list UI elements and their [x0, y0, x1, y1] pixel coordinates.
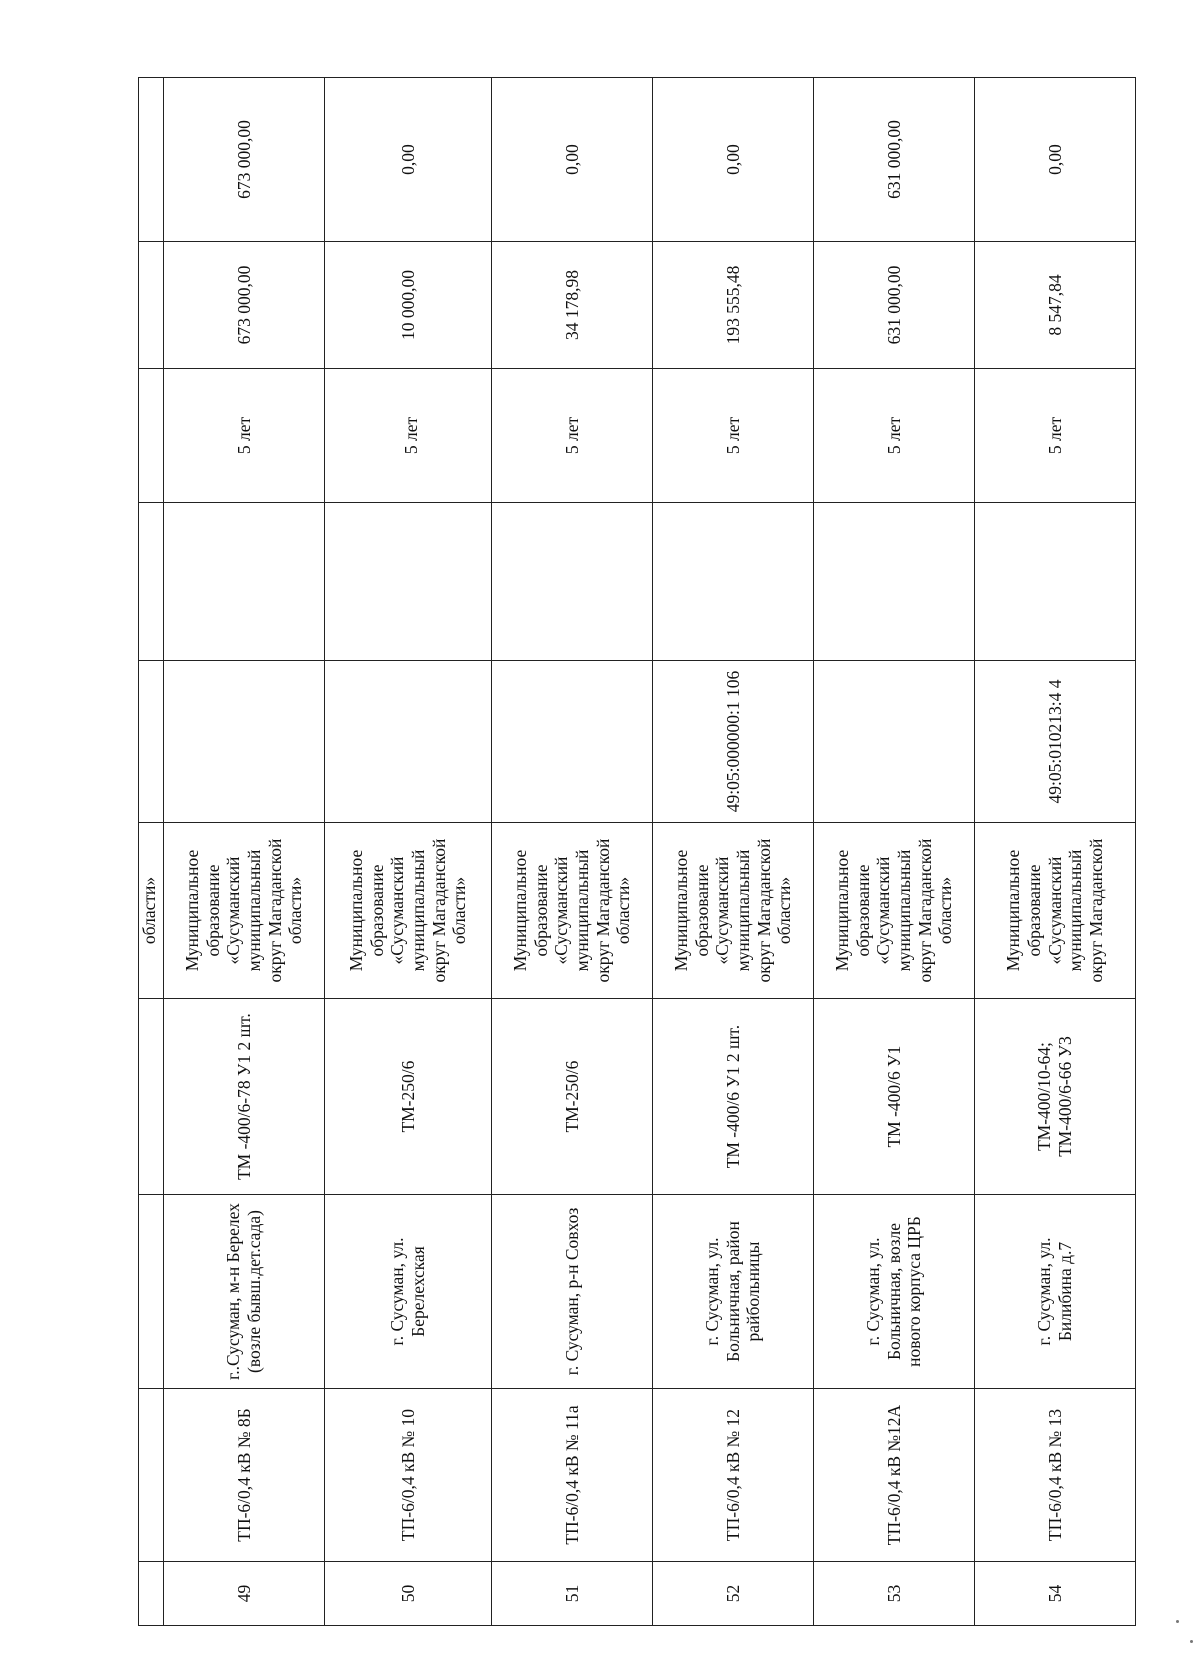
- table-row: [975, 78, 1136, 1626]
- owner-entity: Муниципальное образование «Сусуманский муниципальный округ Магаданской области»: [653, 823, 814, 999]
- object-name: ТП-6/0,4 кВ № 8Б: [164, 1389, 325, 1562]
- strip-cell-current: [139, 78, 164, 242]
- scan-speck: [1190, 1640, 1193, 1643]
- landscape-sheet: [138, 78, 1118, 1626]
- equipment-spec: ТМ-250/6: [492, 999, 653, 1195]
- object-address: г. Сусуман, ул. Больничная, район райбольницы: [653, 1195, 814, 1389]
- row-number: 51: [492, 1562, 653, 1626]
- equipment-spec: ТМ-250/6: [325, 999, 492, 1195]
- cadastral-number: [164, 661, 325, 823]
- cadastral-number: [325, 661, 492, 823]
- residual-value: 0,00: [325, 78, 492, 242]
- owner-entity: Муниципальное образование «Сусуманский муниципальный округ Магаданской области»: [325, 823, 492, 999]
- encumbrance-cell: [814, 503, 975, 661]
- term: 5 лет: [814, 369, 975, 503]
- object-name: ТП-6/0,4 кВ № 11а: [492, 1389, 653, 1562]
- term: 5 лет: [325, 369, 492, 503]
- equipment-spec: ТМ-400/10-64; ТМ-400/6-66 У3: [975, 999, 1136, 1195]
- object-name: ТП-6/0,4 кВ № 13: [975, 1389, 1136, 1562]
- strip-cell-term: [139, 369, 164, 503]
- encumbrance-cell: [325, 503, 492, 661]
- encumbrance-cell: [492, 503, 653, 661]
- balance-value: 10 000,00: [325, 242, 492, 369]
- owner-entity: Муниципальное образование «Сусуманский муниципальный округ Магаданской: [975, 823, 1136, 999]
- strip-cell-total: [139, 242, 164, 369]
- object-name: ТП-6/0,4 кВ № 10: [325, 1389, 492, 1562]
- residual-value: 0,00: [492, 78, 653, 242]
- header-strip-row: [139, 78, 164, 1626]
- equipment-spec: ТМ -400/6 У1: [814, 999, 975, 1195]
- strip-cell-owner: области»: [139, 823, 164, 999]
- property-registry-table: [138, 77, 1136, 1626]
- balance-value: 193 555,48: [653, 242, 814, 369]
- row-number: 53: [814, 1562, 975, 1626]
- equipment-spec: ТМ -400/6 У1 2 шт.: [653, 999, 814, 1195]
- object-address: г. Сусуман, ул. Берелехская: [325, 1195, 492, 1389]
- object-address: г. Сусуман, ул. Билибина д.7: [975, 1195, 1136, 1389]
- object-address: г..Сусуман, м-н Берелех (возле бывш.дет.сада): [164, 1195, 325, 1389]
- object-name: ТП-6/0,4 кВ № 12: [653, 1389, 814, 1562]
- term: 5 лет: [653, 369, 814, 503]
- row-number: 50: [325, 1562, 492, 1626]
- balance-value: 673 000,00: [164, 242, 325, 369]
- encumbrance-cell: [975, 503, 1136, 661]
- strip-cell-equipment: [139, 999, 164, 1195]
- equipment-spec: ТМ -400/6-78 У1 2 шт.: [164, 999, 325, 1195]
- cadastral-number: [814, 661, 975, 823]
- table-row: [492, 78, 653, 1626]
- residual-value: 0,00: [653, 78, 814, 242]
- term: 5 лет: [492, 369, 653, 503]
- object-address: г. Сусуман, ул. Больничная, возле нового корпуса ЦРБ: [814, 1195, 975, 1389]
- balance-value: 8 547,84: [975, 242, 1136, 369]
- strip-cell-name: [139, 1389, 164, 1562]
- object-name: ТП-6/0,4 кВ №12А: [814, 1389, 975, 1562]
- strip-cell-cadastral: [139, 661, 164, 823]
- scan-speck: [1176, 1620, 1179, 1623]
- row-number: 54: [975, 1562, 1136, 1626]
- balance-value: 631 000,00: [814, 242, 975, 369]
- table-row: [653, 78, 814, 1626]
- table-row: [814, 78, 975, 1626]
- strip-cell-encumbrance: [139, 503, 164, 661]
- term: 5 лет: [164, 369, 325, 503]
- encumbrance-cell: [164, 503, 325, 661]
- term: 5 лет: [975, 369, 1136, 503]
- strip-cell-address: [139, 1195, 164, 1389]
- residual-value: 631 000,00: [814, 78, 975, 242]
- cadastral-number: [492, 661, 653, 823]
- owner-entity: Муниципальное образование «Сусуманский муниципальный округ Магаданской области»: [164, 823, 325, 999]
- row-number: 52: [653, 1562, 814, 1626]
- owner-entity: Муниципальное образование «Сусуманский муниципальный округ Магаданской области»: [814, 823, 975, 999]
- strip-cell-num: [139, 1562, 164, 1626]
- owner-entity: Муниципальное образование «Сусуманский муниципальный округ Магаданской области»: [492, 823, 653, 999]
- cadastral-number: 49:05:000000:1 106: [653, 661, 814, 823]
- balance-value: 34 178,98: [492, 242, 653, 369]
- row-number: 49: [164, 1562, 325, 1626]
- residual-value: 673 000,00: [164, 78, 325, 242]
- encumbrance-cell: [653, 503, 814, 661]
- rotated-page-region: [138, 78, 1118, 1626]
- table-row: [164, 78, 325, 1626]
- cadastral-number: 49:05:010213:4 4: [975, 661, 1136, 823]
- object-address: г. Сусуман, р-н Совхоз: [492, 1195, 653, 1389]
- table-row: [325, 78, 492, 1626]
- residual-value: 0,00: [975, 78, 1136, 242]
